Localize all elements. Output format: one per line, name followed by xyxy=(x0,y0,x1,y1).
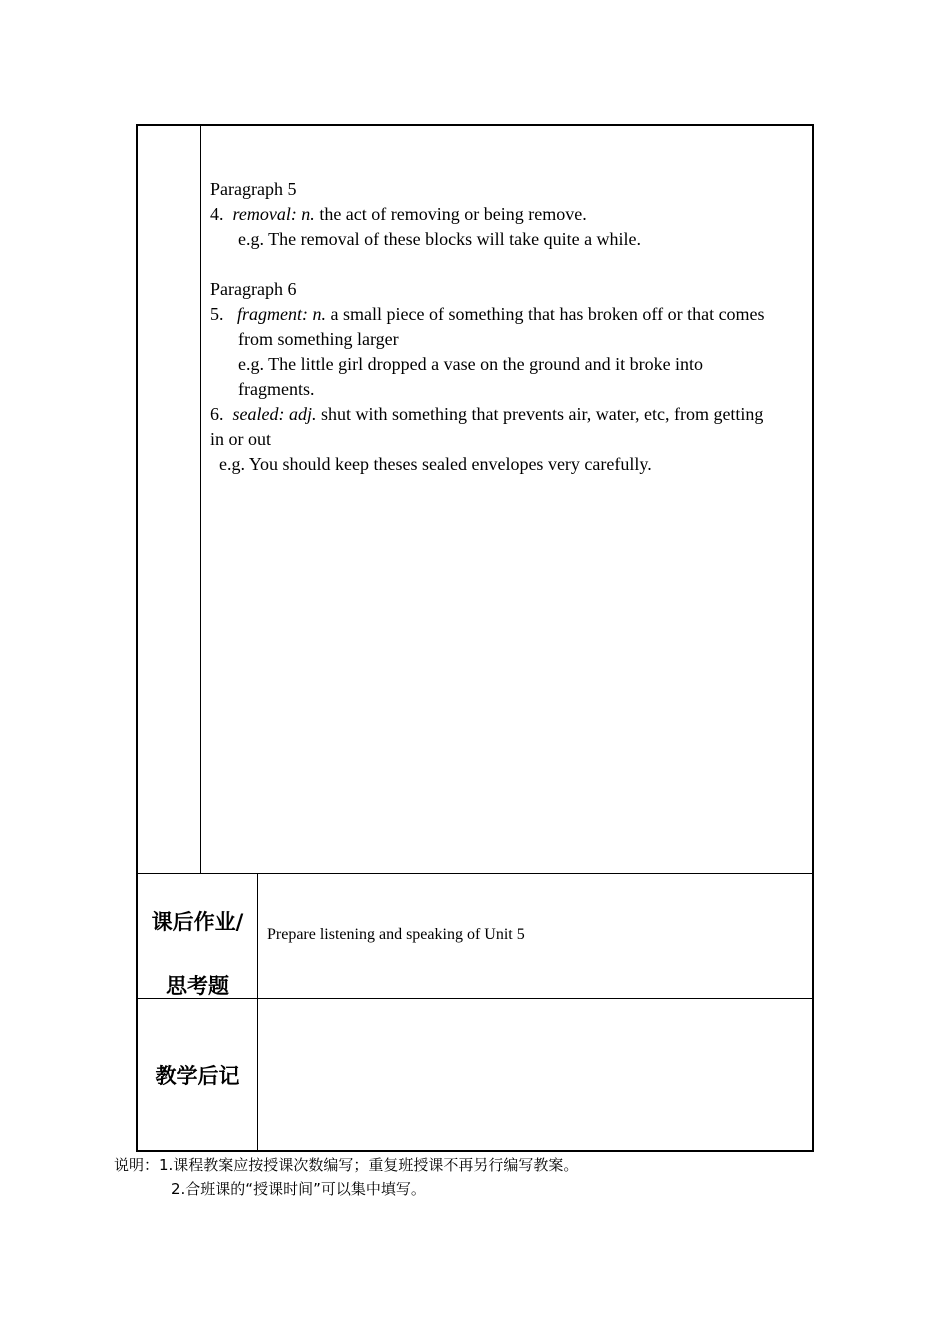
vocab-item-fragment xyxy=(210,302,806,327)
vocab-definition: a small piece of something that has broken off or that comes xyxy=(326,304,765,324)
footnote-line-1: 说明：1.课程教案应按授课次数编写；重复班授课不再另行编写教案。 xyxy=(114,1156,579,1174)
vocab-definition-cont: from something larger xyxy=(238,329,399,349)
vocab-definition: the act of removing or being remove. xyxy=(314,204,587,224)
vocab-example: e.g. You should keep theses sealed envelopes very carefully. xyxy=(219,454,652,474)
item-number: 5. xyxy=(210,304,224,324)
teaching-notes-label: 教学后记 xyxy=(155,1064,240,1088)
teaching-notes-row xyxy=(138,999,812,1150)
vocab-example: e.g. The removal of these blocks will take quite a while. xyxy=(238,229,642,249)
item-number: 4. xyxy=(210,204,224,224)
homework-content: Prepare listening and speaking of Unit 5 xyxy=(267,926,525,943)
empty-left-cell xyxy=(138,126,201,873)
vocab-term: sealed: adj. xyxy=(232,404,317,424)
paragraph-5-heading: Paragraph 5 xyxy=(210,179,297,199)
thinking-questions-label: 思考题 xyxy=(166,974,229,998)
blank-line xyxy=(210,252,806,277)
homework-label: 课后作业/ xyxy=(151,910,244,934)
item-number: 6. xyxy=(210,404,224,424)
vocab-item-removal xyxy=(210,202,806,227)
vocab-definition-cont: in or out xyxy=(210,429,271,449)
vocabulary-content xyxy=(210,177,806,477)
footnote-line-2: 2.合班课的“授课时间”可以集中填写。 xyxy=(171,1180,426,1198)
vocab-definition: shut with something that prevents air, water, etc, from getting xyxy=(316,404,764,424)
vocab-term: fragment: n. xyxy=(237,304,326,324)
vocab-term: removal: n. xyxy=(232,204,315,224)
vocab-item-sealed xyxy=(210,402,806,427)
vocab-example-cont: fragments. xyxy=(238,379,315,399)
homework-row xyxy=(138,874,812,999)
paragraph-6-heading: Paragraph 6 xyxy=(210,279,297,299)
lesson-plan-table xyxy=(136,124,814,1152)
vocab-example: e.g. The little girl dropped a vase on the ground and it broke into xyxy=(238,354,704,374)
teaching-notes-label-cell xyxy=(138,999,258,1150)
footnote xyxy=(114,1153,578,1201)
vocabulary-section xyxy=(138,126,812,874)
homework-label-cell xyxy=(138,874,258,998)
